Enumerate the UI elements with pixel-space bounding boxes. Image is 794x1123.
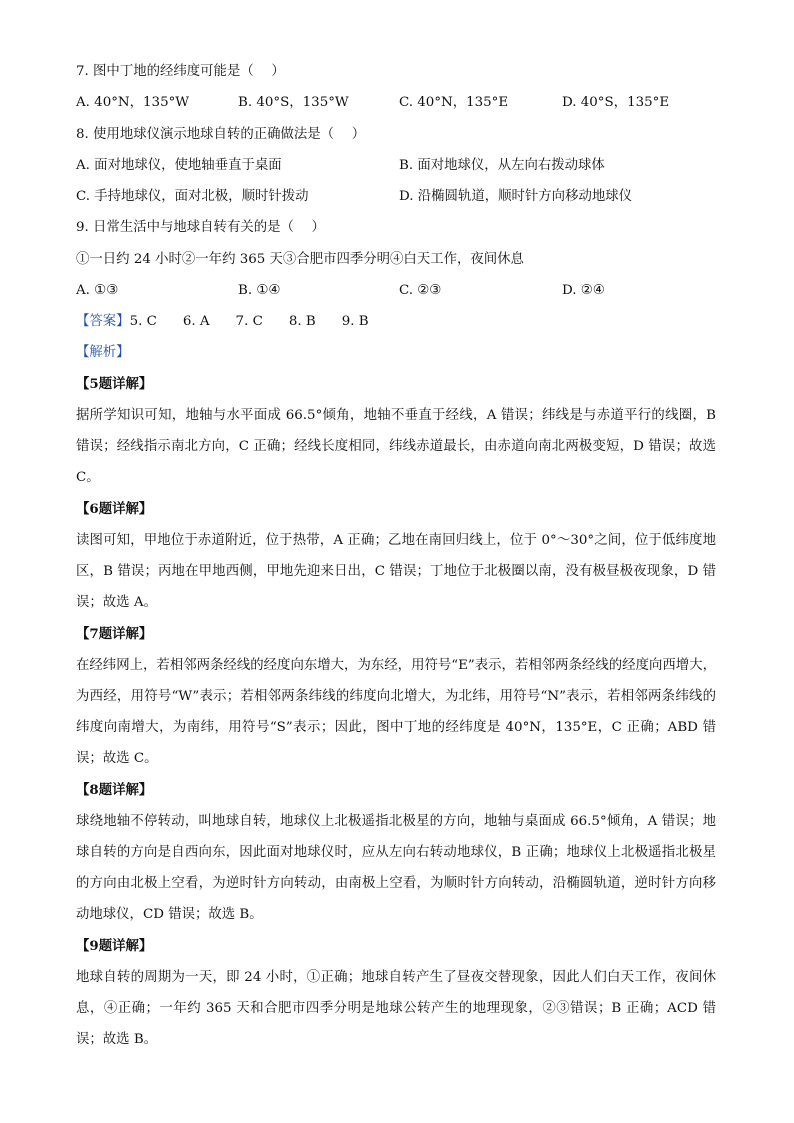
answer-8: 8. B xyxy=(288,314,316,329)
q9-option-b: B. ①④ xyxy=(238,283,281,298)
q8-options-row2 xyxy=(76,188,716,206)
q7-options xyxy=(76,94,716,112)
detail-9-heading: 【9题详解】 xyxy=(76,938,153,954)
detail-6-text: 读图可知，甲地位于赤道附近，位于热带，A 正确；乙地在南回归线上，位于 0°～30°之间，位于低纬度地区，B 错误；丙地在甲地西侧，甲地先迎来日出，C 错误；丁地位于北极圈以南，没有极昼极夜现象，D 错误；故选 A。 xyxy=(76,533,716,610)
detail-5-heading: 【5题详解】 xyxy=(76,376,153,392)
q7-option-c: C. 40°N，135°E xyxy=(399,95,509,110)
q9-items: ①一日约 24 小时②一年约 365 天③合肥市四季分明④白天工作，夜间休息 xyxy=(76,252,524,267)
detail-8-text: 球绕地轴不停转动，叫地球自转，地球仪上北极遥指北极星的方向，地轴与桌面成 66.5°倾角，A 错误；地球自转的方向是自西向东，因此面对地球仪时，应从左向右转动地球仪，B 正确；地球仪上北极遥指北极星的方向由北极上空看，为逆时针方向转动，由南极上空看，为顺时针方向转动，沿椭圆轨道，逆时针方向移动地球仪，CD 错误；故选 B。 xyxy=(76,814,716,922)
q9-options xyxy=(76,282,716,300)
q7-stem: 7. 图中丁地的经纬度可能是（ ） xyxy=(76,64,285,79)
q9-option-d: D. ②④ xyxy=(562,283,605,298)
q9-option-a: A. ①③ xyxy=(76,283,119,298)
analysis-label: 【解析】 xyxy=(76,345,130,360)
detail-6-heading: 【6题详解】 xyxy=(76,501,153,517)
q9-option-c: C. ②③ xyxy=(399,283,442,298)
q7-option-a: A. 40°N，135°W xyxy=(76,95,190,110)
q8-options-row1 xyxy=(76,157,716,175)
answer-7: 7. C xyxy=(235,314,263,329)
detail-5-text: 据所学知识可知，地轴与水平面成 66.5°倾角，地轴不垂直于经线，A 错误；纬线是与赤道平行的线圈，B 错误；经线指示南北方向，C 正确；经线长度相同，纬线赤道最长，由赤道向南北两极变短，D 错误；故选 C。 xyxy=(76,408,716,485)
q7-option-b: B. 40°S，135°W xyxy=(238,95,349,110)
q7-option-d: D. 40°S，135°E xyxy=(562,95,670,110)
answer-line xyxy=(76,313,369,331)
detail-7-heading: 【7题详解】 xyxy=(76,626,153,642)
detail-7-text: 在经纬网上，若相邻两条经线的经度向东增大，为东经，用符号“E”表示，若相邻两条经线的经度向西增大，为西经，用符号“W”表示；若相邻两条纬线的纬度向北增大，为北纬，用符号“N”表示，若相邻两条纬线的纬度向南增大，为南纬，用符号“S”表示；因此，图中丁地的经纬度是 40°N，135°E，C 正确；ABD 错误；故选 C。 xyxy=(76,658,716,766)
answer-5: 5. C xyxy=(129,314,157,329)
q8-option-b: B. 面对地球仪，从左向右拨动球体 xyxy=(399,158,605,173)
q9-stem: 9. 日常生活中与地球自转有关的是（ ） xyxy=(76,220,325,235)
q8-stem: 8. 使用地球仪演示地球自转的正确做法是（ ） xyxy=(76,127,366,142)
q8-option-d: D. 沿椭圆轨道，顺时针方向移动地球仪 xyxy=(399,189,633,204)
detail-8-heading: 【8题详解】 xyxy=(76,782,153,798)
answer-label: 【答案】 xyxy=(76,314,130,329)
answer-9: 9. B xyxy=(341,314,369,329)
q8-option-c: C. 手持地球仪，面对北极，顺时针拨动 xyxy=(76,189,309,204)
detail-9-text: 地球自转的周期为一天，即 24 小时，①正确；地球自转产生了昼夜交替现象，因此人们白天工作，夜间休息，④正确；一年约 365 天和合肥市四季分明是地球公转产生的地理现象，②③错误；B 正确；ACD 错误；故选 B。 xyxy=(76,970,716,1047)
q8-option-a: A. 面对地球仪，使地轴垂直于桌面 xyxy=(76,158,282,173)
answer-6: 6. A xyxy=(182,314,210,329)
